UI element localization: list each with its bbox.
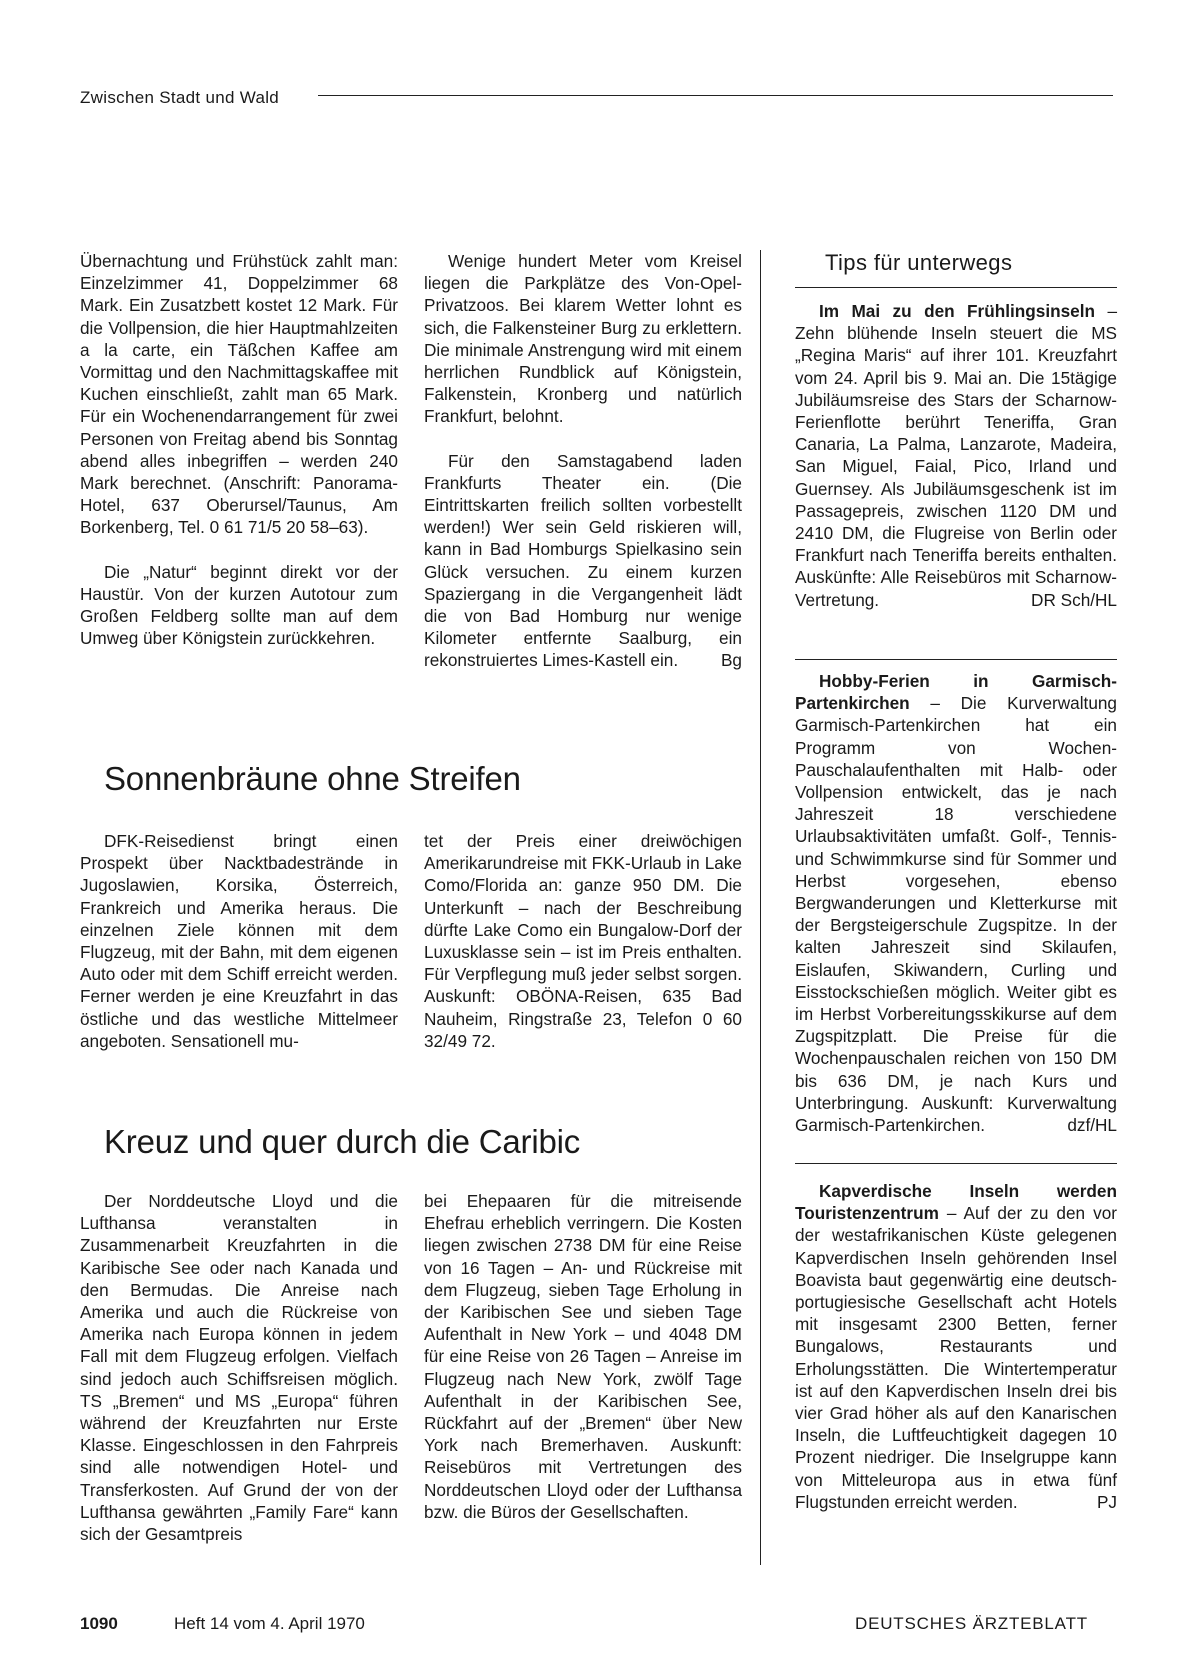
paragraph: DFK-Reisedienst bringt einen Prospekt über Nacktbadestrände in Jugoslawien, Korsika, Österreich, Frankreich und Amerika heraus. Die einzelnen Ziele können mit dem Flugzeug, mit der Bahn, mit dem eigenen Auto oder mit dem Schiff erreicht werden. Ferner werden je eine Kreuzfahrt in das östliche und das westliche Mittelmeer angeboten. Sensationell mu- — [80, 831, 398, 1051]
paragraph: Der Norddeutsche Lloyd und die Lufthansa veranstalten in Zusammenarbeit Kreuzfahrten in die Karibische See oder nach Kanada und den Bermudas. Die Anreise nach Amerika und auch die Rückreise von Amerika nach Europa können in jedem Fall mit dem Flugzeug erfolgen. Vielfach sind jedoch auch Schiffsreisen möglich. TS „Bremen“ und MS „Europa“ führen während der Kreuzfahrten nur Erste Klasse. Eingeschlossen in den Fahrpreis sind alle notwendigen Hotel- und Transferkosten. Auf Grund der von der Lufthansa gewährten „Family Fare“ kann sich der Gesamtpreis — [80, 1191, 398, 1545]
article3-column-1 — [80, 1190, 398, 1545]
article2-column-2 — [424, 830, 742, 1052]
section-title: Zwischen Stadt und Wald — [80, 88, 280, 107]
article2-column-1 — [80, 830, 398, 1052]
tip-text: – Die Kurverwaltung Garmisch-Partenkirchen hat ein Programm von Wochen-Pauschalaufenthalten mit Halb- oder Vollpension entwickelt, das je nach Jahreszeit 18 verschiedene Urlaubsaktivitäten umfaßt. Golf-, Tennis- und Schwimmkurse sind für Sommer und Herbst vorgesehen, ebenso Bergwanderungen und Kletterkurse mit der Bergsteigerschule Zugspitze. In der kalten Jahreszeit sind Skilaufen, Eislaufen, Skiwandern, Curling und Eisstockschießen möglich. Weiter gibt es im Herbst Vorbereitungsskikurse auf dem Zugspitzplatt. Die Preise für die Wochenpauschalen reichen von 150 DM bis 636 DM, je nach Kurs und Unterbringung. Auskunft: Kurverwaltung Garmisch-Partenkirchen. — [795, 693, 1117, 1136]
article3-column-2 — [424, 1190, 742, 1523]
article-headline: Sonnenbräune ohne Streifen — [104, 760, 521, 797]
paragraph — [795, 300, 1117, 611]
issue-info: Heft 14 vom 4. April 1970 — [174, 1614, 365, 1633]
paragraph: Übernachtung und Frühstück zahlt man: Einzelzimmer 41, Doppelzimmer 68 Mark. Ein Zusatzbett kostet 12 Mark. Für die Vollpension, die hier Hauptmahlzeiten a la carte, ein Täßchen Kaffee am Vormittag und den Nachmittagskaffee mit Kuchen einschließt, zahlt man 65 Mark. Für ein Wochenendarrangement für zwei Personen von Freitag abend bis Sonntag abend alles inbegriffen – werden 240 Mark berechnet. (Anschrift: Panorama-Hotel, 637 Oberursel/Taunus, Am Borkenberg, Tel. 0 61 71/5 20 58–63). — [80, 251, 398, 538]
sidebar-rule — [795, 1163, 1117, 1164]
sidebar-divider — [760, 250, 761, 1565]
article-headline: Kreuz und quer durch die Caribic — [104, 1123, 581, 1160]
sidebar-title: Tips für unterwegs — [825, 250, 1013, 275]
tip-heading: Hobby-Ferien in Garmisch-Partenkirchen — [795, 671, 1117, 714]
article1-column-1 — [80, 250, 398, 649]
paragraph: tet der Preis einer dreiwöchigen Amerikarundreise mit FKK-Urlaub in Lake Como/Florida an: ganze 950 DM. Die Unterkunft – nach der Beschreibung dürfte Lake Como ein Bungalow-Dorf der Luxusklasse sein – ist im Preis enthalten. Für Verpflegung muß jeder selbst sorgen. Auskunft: OBÖNA-Reisen, 635 Bad Nauheim, Ringstraße 23, Telefon 0 60 32/49 72. — [424, 831, 742, 1051]
tip-heading: Kapverdische Inseln werden Touristenzentrum — [795, 1181, 1117, 1224]
tip-text: – Auf der zu den vor der westafrikanischen Küste gelegenen Kapverdischen Inseln gehörenden Insel Boavista baut gegenwärtig eine deutsch-portugiesische Gesellschaft acht Hotels mit insgesamt 2300 Betten, ferner Bungalows, Restaurants und Erholungsstätten. Die Wintertemperatur ist auf den Kapverdischen Inseln drei bis vier Grad höher als auf den Kanarischen Inseln, die Luftfeuchtigkeit dagegen 10 Prozent niedriger. Die Inselgruppe kann von Mitteleuropa aus in etwa fünf Flugstunden erreicht werden. — [795, 1203, 1117, 1512]
paragraph-text: Für den Samstagabend laden Frankfurts Theater ein. (Die Eintrittskarten freilich sollten vorbestellt werden!) Wer sein Geld riskieren will, kann in Bad Homburgs Spielkasino sein Glück versuchen. Zu einem kurzen Spaziergang in die Vergangenheit lädt die von Bad Homburg nur wenige Kilometer entfernte Saalburg, ein rekonstruiertes Limes-Kastell ein. — [424, 450, 742, 671]
author-signature: DR Sch/HL — [1031, 589, 1117, 610]
tip-item — [795, 300, 1117, 611]
tip-item — [795, 1180, 1117, 1513]
tip-item — [795, 670, 1117, 1136]
paragraph: Wenige hundert Meter vom Kreisel liegen die Parkplätze des Von-Opel-Privatzoos. Bei klarem Wetter lohnt es sich, die Falkensteiner Burg zu erklettern. Die minimale Anstrengung wird mit einem herrlichen Rundblick auf Königstein, Falkenstein, Kronberg und natürlich Frankfurt, belohnt. — [424, 251, 742, 427]
author-signature: dzf/HL — [1067, 1115, 1117, 1136]
page-number: 1090 — [80, 1614, 118, 1633]
sidebar-rule — [795, 287, 1117, 288]
paragraph: Die „Natur“ beginnt direkt vor der Haustür. Von der kurzen Autotour zum Großen Feldberg sollte man auf dem Umweg über Königstein zurückkehren. — [80, 561, 398, 649]
author-signature: Bg — [720, 650, 742, 671]
paragraph — [795, 670, 1117, 1136]
paragraph: bei Ehepaaren für die mitreisende Ehefrau erheblich verringern. Die Kosten liegen zwischen 2738 DM für eine Reise von 16 Tagen – An- und Rückreise mit dem Flugzeug, sieben Tage Erholung in der Karibischen See und sieben Tage Aufenthalt in New York – und 4048 DM für eine Reise von 26 Tagen – Anreise im Flugzeug nach New York, zwölf Tage Aufenthalt in der Karibischen See, Rückfahrt auf der „Bremen“ über New York nach Bremerhaven. Auskunft: Reisebüros mit Vertretungen des Norddeutschen Lloyd oder der Lufthansa bzw. die Büros der Gesellschaften. — [424, 1191, 742, 1522]
tip-heading: Im Mai zu den Frühlingsinseln — [819, 301, 1096, 321]
header-rule — [318, 95, 1113, 96]
journal-name: DEUTSCHES ÄRZTEBLATT — [855, 1614, 1088, 1633]
tip-text: – Zehn blühende Inseln steuert die MS „Regina Maris“ auf ihrer 101. Kreuzfahrt vom 24. April bis 9. Mai an. Die 15tägige Jubiläumsreise des Stars der Scharnow-Ferienflotte berührt Teneriffa, Gran Canaria, La Palma, Lanzarote, Madeira, San Miguel, Faial, Pico, Irland und Guernsey. Als Jubiläumsgeschenk ist im Passagepreis, zwischen 1120 DM und 2410 DM, die Flugreise von Berlin oder Frankfurt nach Teneriffa bereits enthalten. Auskünfte: Alle Reisebüros mit Scharnow-Vertretung. — [795, 301, 1117, 610]
sidebar-rule — [795, 659, 1117, 660]
paragraph — [424, 450, 742, 672]
article1-column-2 — [424, 250, 742, 672]
author-signature: PJ — [1096, 1491, 1117, 1512]
paragraph — [795, 1180, 1117, 1513]
